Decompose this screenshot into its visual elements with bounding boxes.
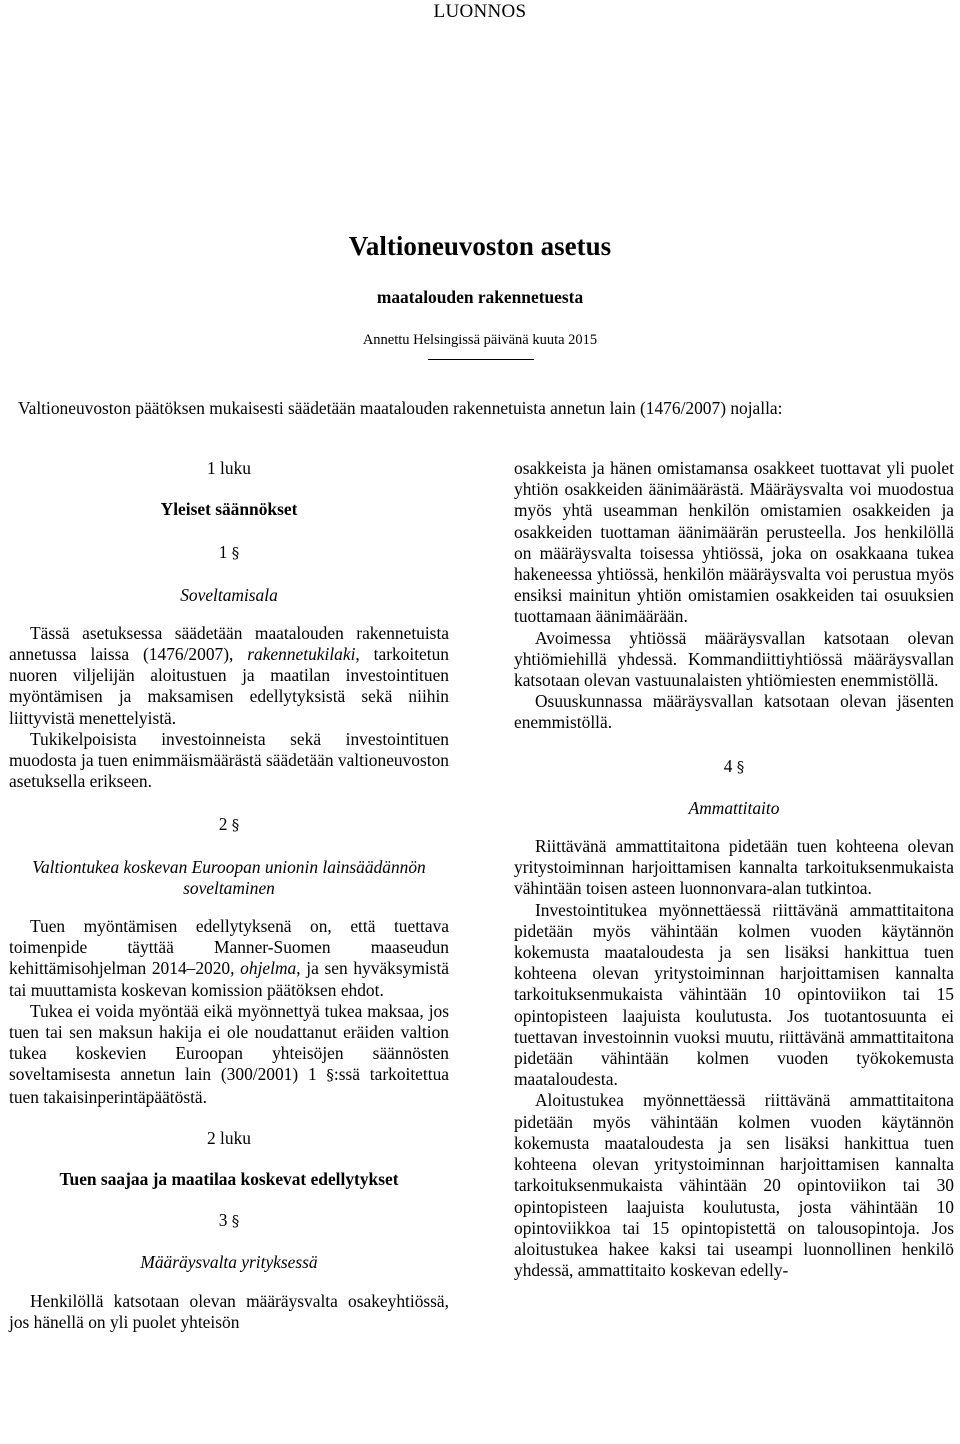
section-2-number: 2 xyxy=(218,814,228,835)
section-2-p1-term: ohjelma xyxy=(240,958,297,979)
section-4-number: 4 xyxy=(723,755,733,776)
section-3-paragraph-1-start: Henkilöllä katsotaan olevan määräysvalta osakeyhtiössä, jos hänellä on yli puolet yhteisön xyxy=(9,1290,449,1332)
section-4-title: Ammattitaito xyxy=(688,797,780,818)
document-subtitle: maatalouden rakennetuesta xyxy=(376,287,584,307)
section-3-number: 3 xyxy=(218,1210,228,1231)
section-1-heading xyxy=(9,542,449,564)
section-4-heading xyxy=(514,756,954,778)
section-2-paragraph-2 xyxy=(9,1001,449,1108)
left-column xyxy=(9,458,449,1333)
section-2-paragraph-1 xyxy=(9,916,449,1001)
section-3-heading xyxy=(9,1210,449,1232)
section-1-p1-term: rakennetukilaki xyxy=(247,644,356,665)
section-3-title: Määräysvalta yrityksessä xyxy=(140,1252,318,1273)
section-4-paragraph-3: Aloitustukea myönnettäessä riittävänä ammattitaitona pidetään myös vähintään kolmen vuoden käytännön kokemusta maataloudesta ja sen lisäksi hankittua tuen kohteena olevan yritystoiminnan harjoittamisen kannalta tarkoituksenmukaista vähintään 20 opintoviikon tai 30 opintopisteen laajuista koulutusta, josta vähintään 10 opintoviikkoa tai 15 opintopistettä on talousopintoja. Jos aloitustukea hakee kaksi tai useampi luonnollinen henkilö yhdessä, ammattitaito koskevan edelly- xyxy=(514,1090,954,1281)
draft-watermark: LUONNOS xyxy=(433,1,527,22)
title-divider xyxy=(428,359,534,360)
section-2-p2-text-b: :ssä tarkoitettua tuen takaisinperintäpäätöstä. xyxy=(9,1064,449,1107)
section-2-p2-text-a: Tukea ei voida myöntää eikä myönnettyä tukea maksaa, jos tuen tai sen maksun hakija ei ole noudattanut eräiden valtion tukea koskevien Euroopan yhteisöjen säännösten soveltamisesta annetun lain (300/2001) 1 xyxy=(9,1000,449,1085)
section-1-paragraph-2: Tukikelpoisista investoinneista sekä investointituen muodosta ja tuen enimmäismäärästä säädetään valtioneuvoston asetuksella erikseen. xyxy=(9,728,449,792)
preamble: Valtioneuvoston päätöksen mukaisesti säädetään maatalouden rakennetuista annetun lain (1476/2007) nojalla: xyxy=(18,398,783,418)
section-sign-icon: § xyxy=(231,1212,240,1231)
chapter-2-title: Tuen saajaa ja maatilaa koskevat edellytykset xyxy=(59,1169,399,1190)
section-3-paragraph-3: Osuuskunnassa määräysvallan katsotaan olevan jäsenten enemmistöllä. xyxy=(514,691,954,733)
section-4-paragraph-1: Riittävänä ammattitaitona pidetään tuen kohteena olevan yritystoiminnan harjoittamisen kannalta tarkoituksenmukaista vähintään toisen asteen luonnonvara-alan tutkintoa. xyxy=(514,836,954,899)
section-sign-icon: § xyxy=(231,816,240,835)
chapter-1-number: 1 luku xyxy=(207,458,251,478)
section-sign-icon: § xyxy=(231,544,240,563)
section-3-paragraph-1-continued: osakkeista ja hänen omistamansa osakkeet tuottavat yli puolet yhtiön osakkeiden äänimäärästä. Määräysvalta voi muodostua myös yhtä useamman henkilön omistamien osakkeiden ja osakkeiden tuottaman äänimäärän perusteella. Jos henkilöllä on määräysvalta toisessa yhtiössä, joka on osakkaana tukea hakeneessa yhtiössä, henkilön määräysvalta voi perustua myös ensiksi mainitun yhtiön omistamien osakkeiden tai osuuksien tuottamaan äänimäärään. xyxy=(514,458,954,627)
issued-line: Annettu Helsingissä päivänä kuuta 2015 xyxy=(362,332,598,348)
section-sign-icon: § xyxy=(326,1066,334,1085)
section-1-number: 1 xyxy=(218,542,228,563)
section-1-p1-text-a: Tässä asetuksessa säädetään maatalouden rakennetuista annetussa laissa (1476/2007), xyxy=(9,622,449,665)
section-2-heading xyxy=(9,814,449,836)
right-column xyxy=(514,458,954,1281)
section-1-paragraph-1 xyxy=(9,623,449,729)
section-1-title: Soveltamisala xyxy=(180,584,278,605)
section-3-paragraph-2: Avoimessa yhtiössä määräysvallan katsotaan olevan yhtiömiehillä yhdessä. Kommandiittiyhtiössä määräysvallan katsotaan olevan vastuunalaisten yhtiömiesten enemmistöllä. xyxy=(514,627,954,691)
section-2-p1-text-a: Tuen myöntämisen edellytyksenä on, että tuettava toimenpide täyttää Manner-Suomen maaseudun kehittämisohjelman 2014–2020, xyxy=(9,916,449,979)
section-4-paragraph-2: Investointitukea myönnettäessä riittävänä ammattitaitona pidetään myös vähintään kolmen vuoden käytännön kokemusta maataloudesta ja sen lisäksi hankittua tuen kohteena olevan yritystoiminnan harjoittamisen kannalta tarkoituksenmukaista vähintään 10 opintoviikon tai 15 opintopisteen laajuista koulutusta. Jos tuotantosuunta ei tuettavan investoinnin vuoksi muutu, riittävänä ammattitaitona pidetään vähintään kolmen vuoden työkokemusta maataloudesta. xyxy=(514,899,954,1090)
chapter-1-title: Yleiset säännökset xyxy=(160,499,298,520)
section-sign-icon: § xyxy=(736,757,745,776)
document-title: Valtioneuvoston asetus xyxy=(348,231,612,261)
chapter-2-number: 2 luku xyxy=(207,1127,251,1148)
section-2-p1-text-c: , ja sen hyväksymistä tai muuttamista koskevan komission päätöksen ehdot. xyxy=(9,958,449,1000)
section-1-p1-text-c: , tarkoitetun nuoren viljelijän aloitustuen ja maatilan investointituen myöntämisen ja maksamisen edellytyksistä sekä niihin liittyvistä menettelyistä. xyxy=(9,644,449,728)
section-2-title: Valtiontukea koskevan Euroopan unionin lainsäädännön soveltaminen xyxy=(32,856,426,898)
